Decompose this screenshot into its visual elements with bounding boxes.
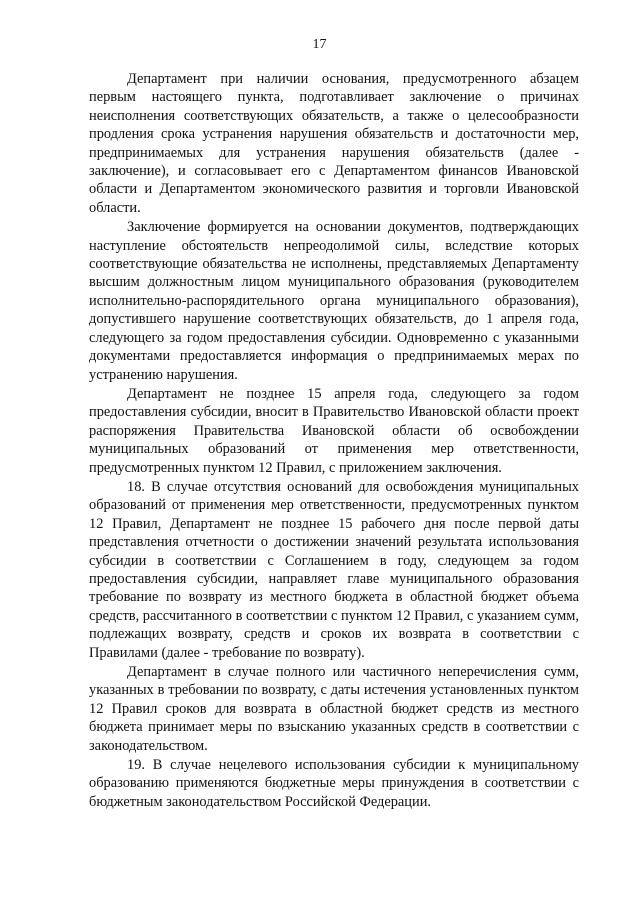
page-number: 17 [312,37,327,52]
paragraph-recovery-measures: Департамент в случае полного или частичного неперечисления сумм, указанных в требовании по возврату, с даты истечения установленных пунктом 12 Правил сроков для возврата в областной бюджет средств из местного бюджета принимает меры по взысканию указанных средств в соответствии с законодательством. [89,664,579,754]
paragraph-item-19: 19. В случае нецелевого использования субсидии к муниципальному образованию применяются бюджетные меры принуждения в соответствии с бюджетным законодательством Российской Федерации. [89,757,579,810]
paragraph-department-conclusion: Департамент при наличии основания, предусмотренного абзацем первым настоящего пункта, подготавливает заключение о причинах неисполнения соответствующих обязательств, а также о целесообразности продления срока устранения нарушения обязательств и достаточности мер, предпринимаемых для устранения нарушения обязательств (далее - заключение), и согласовывает его с Департаментом финансов Ивановской области и Департаментом экономического развития и торговли Ивановской области. [89,71,579,216]
paragraph-item-18: 18. В случае отсутствия оснований для освобождения муниципальных образований от применения мер ответственности, предусмотренных пунктом 12 Правил, Департамент не позднее 15 рабочего дня после первой даты представления отчетности о достижении значений результата использования субсидии в соответствии с Соглашением в году, следующем за годом предоставления субсидии, направляет главе муниципального образования требование по возврату из местного бюджета в областной бюджет объема средств, рассчитанного в соответствии с пунктом 12 Правил, с указанием сумм, подлежащих возврату, средств и сроков их возврата в соответствии с Правилами (далее - требование по возврату). [89,478,579,661]
paragraph-government-submission: Департамент не позднее 15 апреля года, следующего за годом предоставления субсидии, вносит в Правительство Ивановской области проект распоряжения Правительства Ивановской области об освобождении муниципальных образований от применения мер ответственности, предусмотренных пунктом 12 Правил, с приложением заключения. [89,385,579,476]
document-body [89,70,579,811]
paragraph-conclusion-formation: Заключение формируется на основании документов, подтверждающих наступление обстоятельств непреодолимой силы, вследствие которых соответствующие обязательства не исполнены, представляемых Департаменту высшим должностным лицом муниципального образования (руководителем исполнительно-распорядительного органа муниципального образования), допустившего нарушение соответствующих обязательств, до 1 апреля года, следующего за годом предоставления субсидии. Одновременно с указанными документами предоставляется информация о предпринимаемых мерах по устранению нарушения. [89,219,579,383]
